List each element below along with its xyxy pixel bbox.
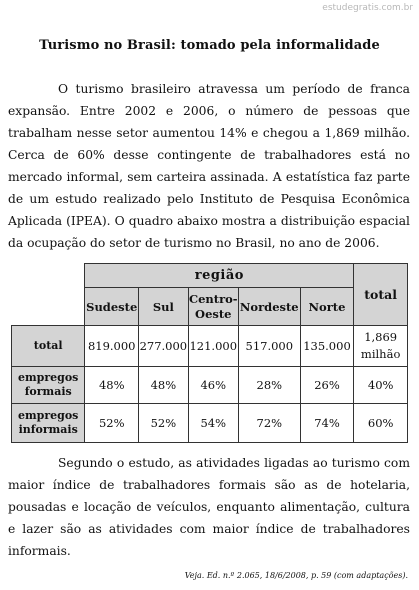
table-cell: 74% <box>300 404 354 443</box>
table-cell: 54% <box>188 404 238 443</box>
region-header <box>188 288 238 326</box>
table-cell: 46% <box>188 367 238 404</box>
row-label: total <box>12 326 85 367</box>
watermark: estudegratis.com.br <box>322 3 413 13</box>
table-cell: 48% <box>85 367 139 404</box>
total-column-header: total <box>354 264 408 326</box>
table-row <box>12 326 408 367</box>
conclusion-paragraph: Segundo o estudo, as atividades ligadas ao turismo com maior índice de trabalhadores formais são as de hotelaria, pousadas e locação de veículos, enquanto alimentação, cultura e lazer são as atividades com maior índice de trabalhadores informais. <box>8 456 410 558</box>
row-label: empregos formais <box>12 367 85 404</box>
table-corner <box>12 264 85 326</box>
table-cell: 135.000 <box>300 326 354 367</box>
article-title: Turismo no Brasil: tomado pela informalidade <box>39 38 380 53</box>
table-cell: 48% <box>139 367 189 404</box>
table-cell: 52% <box>139 404 189 443</box>
region-header: Sul <box>139 288 189 326</box>
table-cell: 72% <box>238 404 300 443</box>
table-cell: 819.000 <box>85 326 139 367</box>
source-citation: Veja. Ed. n.º 2.065, 18/6/2008, p. 59 (com adaptações). <box>184 571 408 580</box>
table-cell-total: 60% <box>354 404 408 443</box>
table-cell: 28% <box>238 367 300 404</box>
table-cell: 52% <box>85 404 139 443</box>
region-header: Norte <box>300 288 354 326</box>
table-cell: 26% <box>300 367 354 404</box>
table-row <box>12 404 408 443</box>
table-cell: 517.000 <box>238 326 300 367</box>
region-header: Sudeste <box>85 288 139 326</box>
table-cell: 277.000 <box>139 326 189 367</box>
total-number: 1,869 <box>364 330 398 344</box>
table-cell-total: 40% <box>354 367 408 404</box>
region-header-line: Oeste <box>195 306 232 321</box>
intro-paragraph: O turismo brasileiro atravessa um período de franca expansão. Entre 2002 e 2006, o número de pessoas que trabalham nesse setor aumentou 14% e chegou a 1,869 milhão. Cerca de 60% desse contingente de trabalhadores está no mercado informal, sem carteira assinada. A estatística faz parte de um estudo realizado pelo Instituto de Pesquisa Econômica Aplicada (IPEA). O quadro abaixo mostra a distribuição espacial da ocupação do setor de turismo no Brasil, no ano de 2006. <box>8 82 410 250</box>
employment-table <box>11 263 408 443</box>
total-unit: milhão <box>360 347 401 361</box>
region-header: Nordeste <box>238 288 300 326</box>
region-group-header: região <box>85 264 354 288</box>
table-cell-total <box>354 326 408 367</box>
table-row <box>12 367 408 404</box>
row-label: empregos informais <box>12 404 85 443</box>
region-header-line: Centro- <box>188 291 238 306</box>
table-cell: 121.000 <box>188 326 238 367</box>
